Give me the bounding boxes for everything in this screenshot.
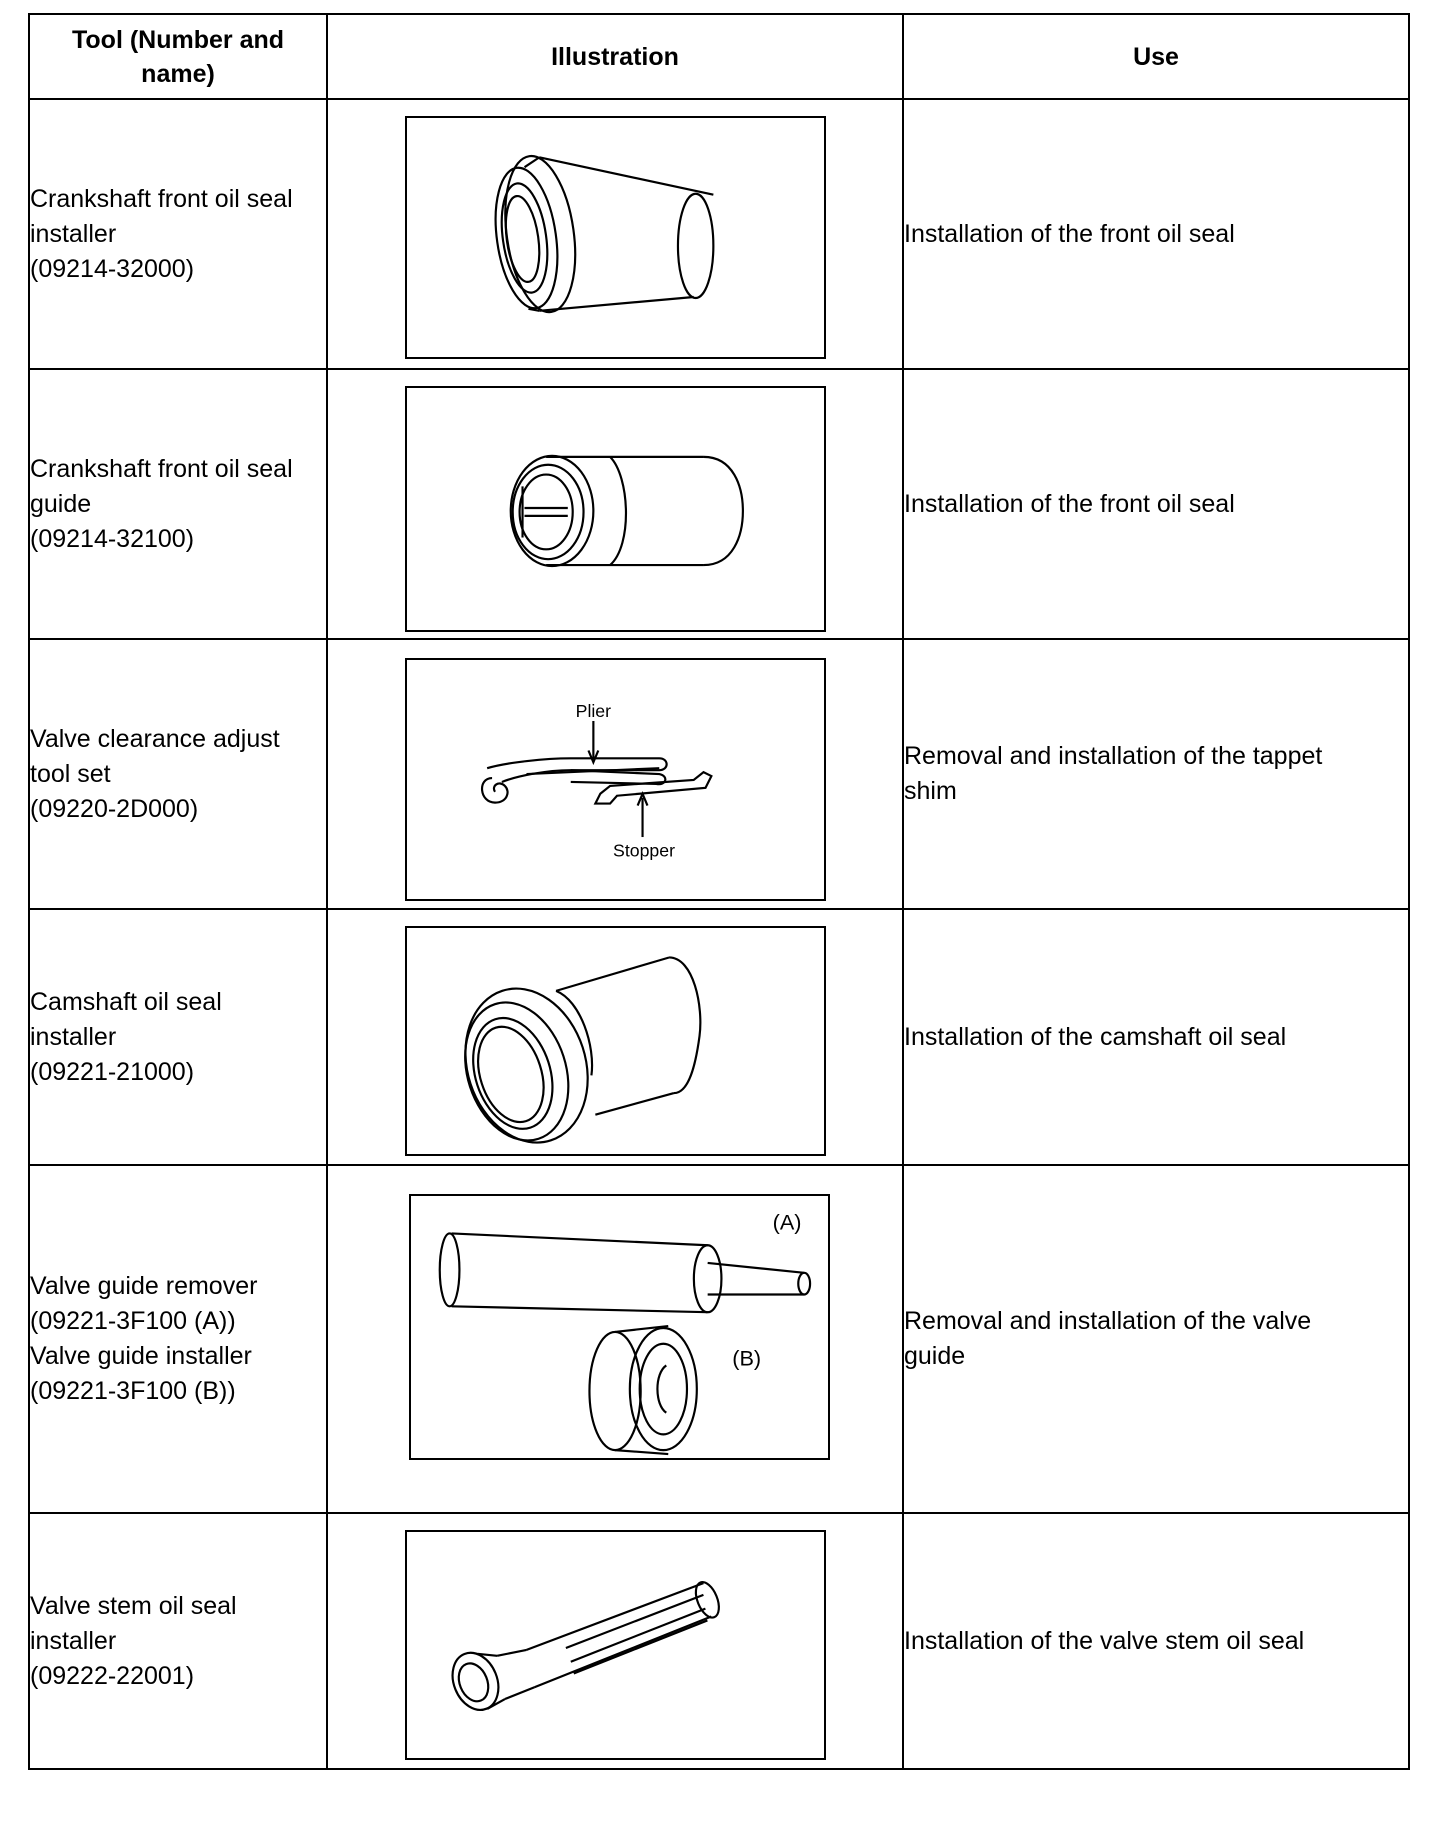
illustration-cell bbox=[327, 639, 903, 909]
tool-name-cell bbox=[29, 369, 327, 639]
label-a: (A) bbox=[772, 1209, 802, 1235]
table-row bbox=[29, 369, 1409, 639]
table-row bbox=[29, 99, 1409, 369]
oil-seal-guide-drawing bbox=[405, 386, 826, 632]
header-illustration: Illustration bbox=[327, 14, 903, 99]
valve-guide-tools-svg bbox=[411, 1196, 828, 1458]
valve-stem-seal-installer-svg bbox=[407, 1532, 824, 1758]
header-use: Use bbox=[903, 14, 1409, 99]
illustration-cell bbox=[327, 369, 903, 639]
use-text: guide bbox=[904, 1342, 966, 1370]
use-text: Installation of the front oil seal bbox=[904, 219, 1235, 248]
tool-name-line: installer bbox=[30, 1022, 117, 1051]
illustration-cell bbox=[327, 909, 903, 1165]
table-row bbox=[29, 909, 1409, 1165]
tool-name-line: Crankshaft front oil seal bbox=[30, 454, 293, 483]
header-row bbox=[29, 14, 1409, 99]
table-row bbox=[29, 639, 1409, 909]
tool-number: (09214-32100) bbox=[30, 524, 195, 553]
tool-number: (09214-32000) bbox=[30, 254, 195, 283]
table-row bbox=[29, 1513, 1409, 1769]
tool-name-cell bbox=[29, 1165, 327, 1513]
camshaft-seal-installer-svg bbox=[407, 928, 824, 1154]
use-text: Installation of the camshaft oil seal bbox=[904, 1022, 1287, 1051]
special-tools-table bbox=[28, 13, 1410, 1770]
tool-number: (09221-21000) bbox=[30, 1057, 195, 1086]
tool-name-line: Camshaft oil seal bbox=[30, 987, 222, 1016]
use-text: Installation of the front oil seal bbox=[904, 489, 1235, 518]
use-cell bbox=[903, 1513, 1409, 1769]
use-text: Removal and installation of the tappet bbox=[904, 742, 1323, 770]
stopper-label: Stopper bbox=[613, 840, 675, 861]
use-cell bbox=[903, 1165, 1409, 1513]
tool-name-line: Valve clearance adjust bbox=[30, 724, 280, 753]
tool-name-line: installer bbox=[30, 1626, 117, 1655]
tool-name-line: Valve guide remover bbox=[30, 1272, 258, 1300]
use-cell bbox=[903, 369, 1409, 639]
tool-name-line: guide bbox=[30, 489, 92, 518]
oil-seal-installer-svg bbox=[407, 118, 824, 357]
tool-name-line: Valve guide installer bbox=[30, 1342, 252, 1370]
use-text: Installation of the valve stem oil seal bbox=[904, 1626, 1305, 1655]
tool-name-line: Valve stem oil seal bbox=[30, 1591, 237, 1620]
tool-name-line: tool set bbox=[30, 759, 111, 788]
valve-clearance-tool-drawing bbox=[405, 658, 826, 901]
use-text: Removal and installation of the valve bbox=[904, 1307, 1312, 1335]
header-tool: Tool (Number and name) bbox=[29, 14, 327, 99]
tool-name-cell bbox=[29, 639, 327, 909]
label-b: (B) bbox=[732, 1345, 762, 1371]
illustration-cell bbox=[327, 99, 903, 369]
table-row bbox=[29, 1165, 1409, 1513]
valve-guide-tools-drawing bbox=[409, 1194, 830, 1460]
tool-name-line: installer bbox=[30, 219, 117, 248]
tool-name-cell bbox=[29, 99, 327, 369]
tool-name-cell bbox=[29, 1513, 327, 1769]
plier-label: Plier bbox=[575, 701, 612, 722]
tool-number: (09220-2D000) bbox=[30, 794, 199, 823]
tool-name-line: Crankshaft front oil seal bbox=[30, 184, 293, 213]
oil-seal-guide-svg bbox=[407, 388, 824, 630]
use-cell bbox=[903, 99, 1409, 369]
tool-name-cell bbox=[29, 909, 327, 1165]
use-cell bbox=[903, 909, 1409, 1165]
camshaft-seal-installer-drawing bbox=[405, 926, 826, 1156]
oil-seal-installer-drawing bbox=[405, 116, 826, 359]
valve-stem-seal-installer-drawing bbox=[405, 1530, 826, 1760]
tool-number: (09221-3F100 (A)) bbox=[30, 1307, 236, 1335]
tool-number: (09222-22001) bbox=[30, 1661, 195, 1690]
illustration-cell bbox=[327, 1513, 903, 1769]
tool-number: (09221-3F100 (B)) bbox=[30, 1377, 236, 1405]
illustration-cell bbox=[327, 1165, 903, 1513]
use-text: shim bbox=[904, 777, 957, 805]
use-cell bbox=[903, 639, 1409, 909]
valve-clearance-tool-svg bbox=[407, 660, 824, 899]
